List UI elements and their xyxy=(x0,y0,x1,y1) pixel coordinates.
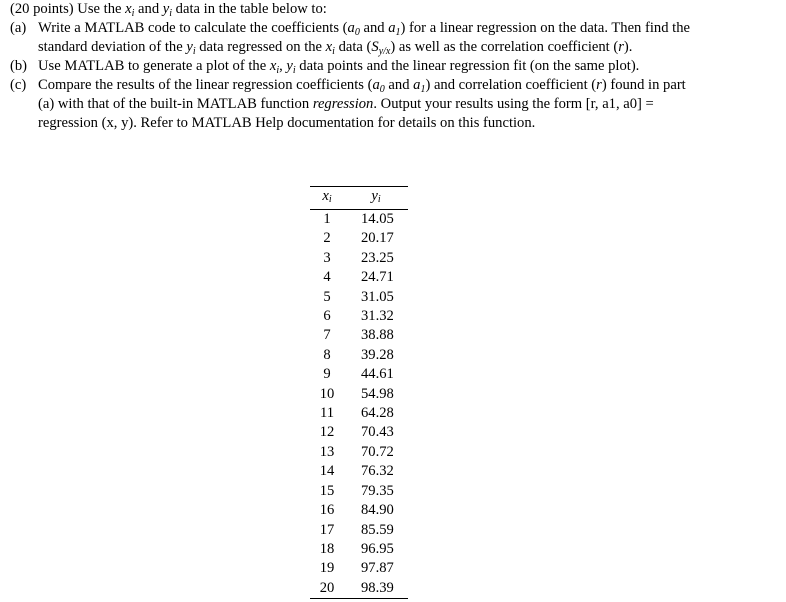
table-row xyxy=(310,423,408,442)
table-body xyxy=(310,210,408,599)
cell-y: 64.28 xyxy=(361,405,394,422)
table-header-row xyxy=(310,187,408,210)
cell-x: 15 xyxy=(319,482,335,499)
part-b xyxy=(10,57,780,76)
part-c-line-2: (a) with that of the built-in MATLAB function regression. Output your results using the form [r, a1, a0] = xyxy=(38,96,654,112)
cell-y: 20.17 xyxy=(361,230,394,247)
cell-x: 16 xyxy=(319,502,335,519)
part-b-line-1: Use MATLAB to generate a plot of the $x_i$, $y_i$ data points and the linear regression fit (on the same plot). xyxy=(38,58,640,76)
cell-y: 98.39 xyxy=(344,579,408,599)
part-c xyxy=(10,76,780,133)
intro-rest: data in the table below to: xyxy=(172,1,327,17)
part-a xyxy=(10,19,780,57)
table-row xyxy=(310,307,408,326)
table-row xyxy=(310,443,408,462)
cell-x: 12 xyxy=(319,424,335,441)
table-row xyxy=(310,501,408,520)
table-row xyxy=(310,482,408,501)
part-c-line-1: Compare the results of the linear regression coefficients ($a_0$ and $a_1$) and correlation coefficient (r) found in part xyxy=(38,77,686,95)
cell-x: 20 xyxy=(310,579,344,599)
cell-y: 85.59 xyxy=(361,521,394,538)
subscript-i: i xyxy=(169,8,173,19)
table-row xyxy=(310,385,408,404)
cell-y: 31.32 xyxy=(361,308,394,325)
part-c-line-3: regression (x, y). Refer to MATLAB Help documentation for details on this function. xyxy=(38,115,536,131)
cell-x: 10 xyxy=(319,385,335,402)
cell-x: 1 xyxy=(323,211,331,227)
var-y: y xyxy=(162,1,170,17)
cell-y: 96.95 xyxy=(361,540,394,557)
part-a-line-1: Write a MATLAB code to calculate the coefficients ($a_0$ and $a_1$) for a linear regression on the data. Then find the xyxy=(38,20,690,38)
cell-y: 54.98 xyxy=(361,385,394,402)
problem-intro xyxy=(10,0,780,19)
cell-x: 17 xyxy=(319,521,335,538)
cell-y: 44.61 xyxy=(361,366,394,383)
cell-y: 14.05 xyxy=(361,211,394,227)
part-b-tag: (b) xyxy=(10,58,28,74)
table-row xyxy=(310,346,408,365)
var-x: x xyxy=(125,1,132,17)
intro-and: and xyxy=(134,1,163,17)
cell-x: 9 xyxy=(323,366,331,383)
cell-y: 76.32 xyxy=(361,463,394,480)
cell-x: 5 xyxy=(323,288,331,305)
cell-y: 38.88 xyxy=(361,327,394,344)
cell-y: 70.72 xyxy=(361,443,394,460)
table-row xyxy=(310,210,408,230)
table-row xyxy=(310,462,408,481)
table-row xyxy=(310,365,408,384)
table-row xyxy=(310,579,408,599)
table-row xyxy=(310,249,408,268)
problem-statement xyxy=(10,0,780,133)
data-table xyxy=(310,186,408,599)
cell-x: 6 xyxy=(323,308,331,325)
cell-x: 18 xyxy=(319,540,335,557)
cell-x: 8 xyxy=(323,346,331,363)
cell-y: 31.05 xyxy=(361,288,394,305)
cell-y: 70.43 xyxy=(361,424,394,441)
subscript-i: i xyxy=(131,8,135,19)
table-row xyxy=(310,326,408,345)
table-row xyxy=(310,229,408,248)
table-row xyxy=(310,404,408,423)
cell-x: 7 xyxy=(323,327,331,344)
intro-text: (20 points) Use the xyxy=(10,1,126,17)
table-row xyxy=(310,521,408,540)
cell-x: 19 xyxy=(319,560,335,577)
cell-x: 11 xyxy=(319,405,335,422)
part-c-tag: (c) xyxy=(10,77,27,93)
header-x: $x_i$ xyxy=(310,187,344,210)
cell-x: 3 xyxy=(323,249,331,266)
part-a-tag: (a) xyxy=(10,20,27,36)
header-y: $y_i$ xyxy=(344,187,408,210)
table-row xyxy=(310,268,408,287)
cell-x: 2 xyxy=(323,230,331,247)
cell-y: 97.87 xyxy=(361,560,394,577)
data-table-container xyxy=(310,186,408,599)
table-row xyxy=(310,288,408,307)
cell-x: 4 xyxy=(323,269,331,286)
cell-y: 79.35 xyxy=(361,482,394,499)
cell-y: 39.28 xyxy=(361,346,394,363)
cell-x: 13 xyxy=(319,443,335,460)
cell-y: 84.90 xyxy=(361,502,394,519)
cell-y: 24.71 xyxy=(361,269,394,286)
function-name: regression xyxy=(312,96,374,112)
table-row xyxy=(310,559,408,578)
cell-y: 23.25 xyxy=(361,249,394,266)
cell-x: 14 xyxy=(319,463,335,480)
table-row xyxy=(310,540,408,559)
part-a-line-2: standard deviation of the $y_i$ data regressed on the $x_i$ data $(S_{y/x})$ as well as the correlation coefficient (r). xyxy=(38,39,633,57)
